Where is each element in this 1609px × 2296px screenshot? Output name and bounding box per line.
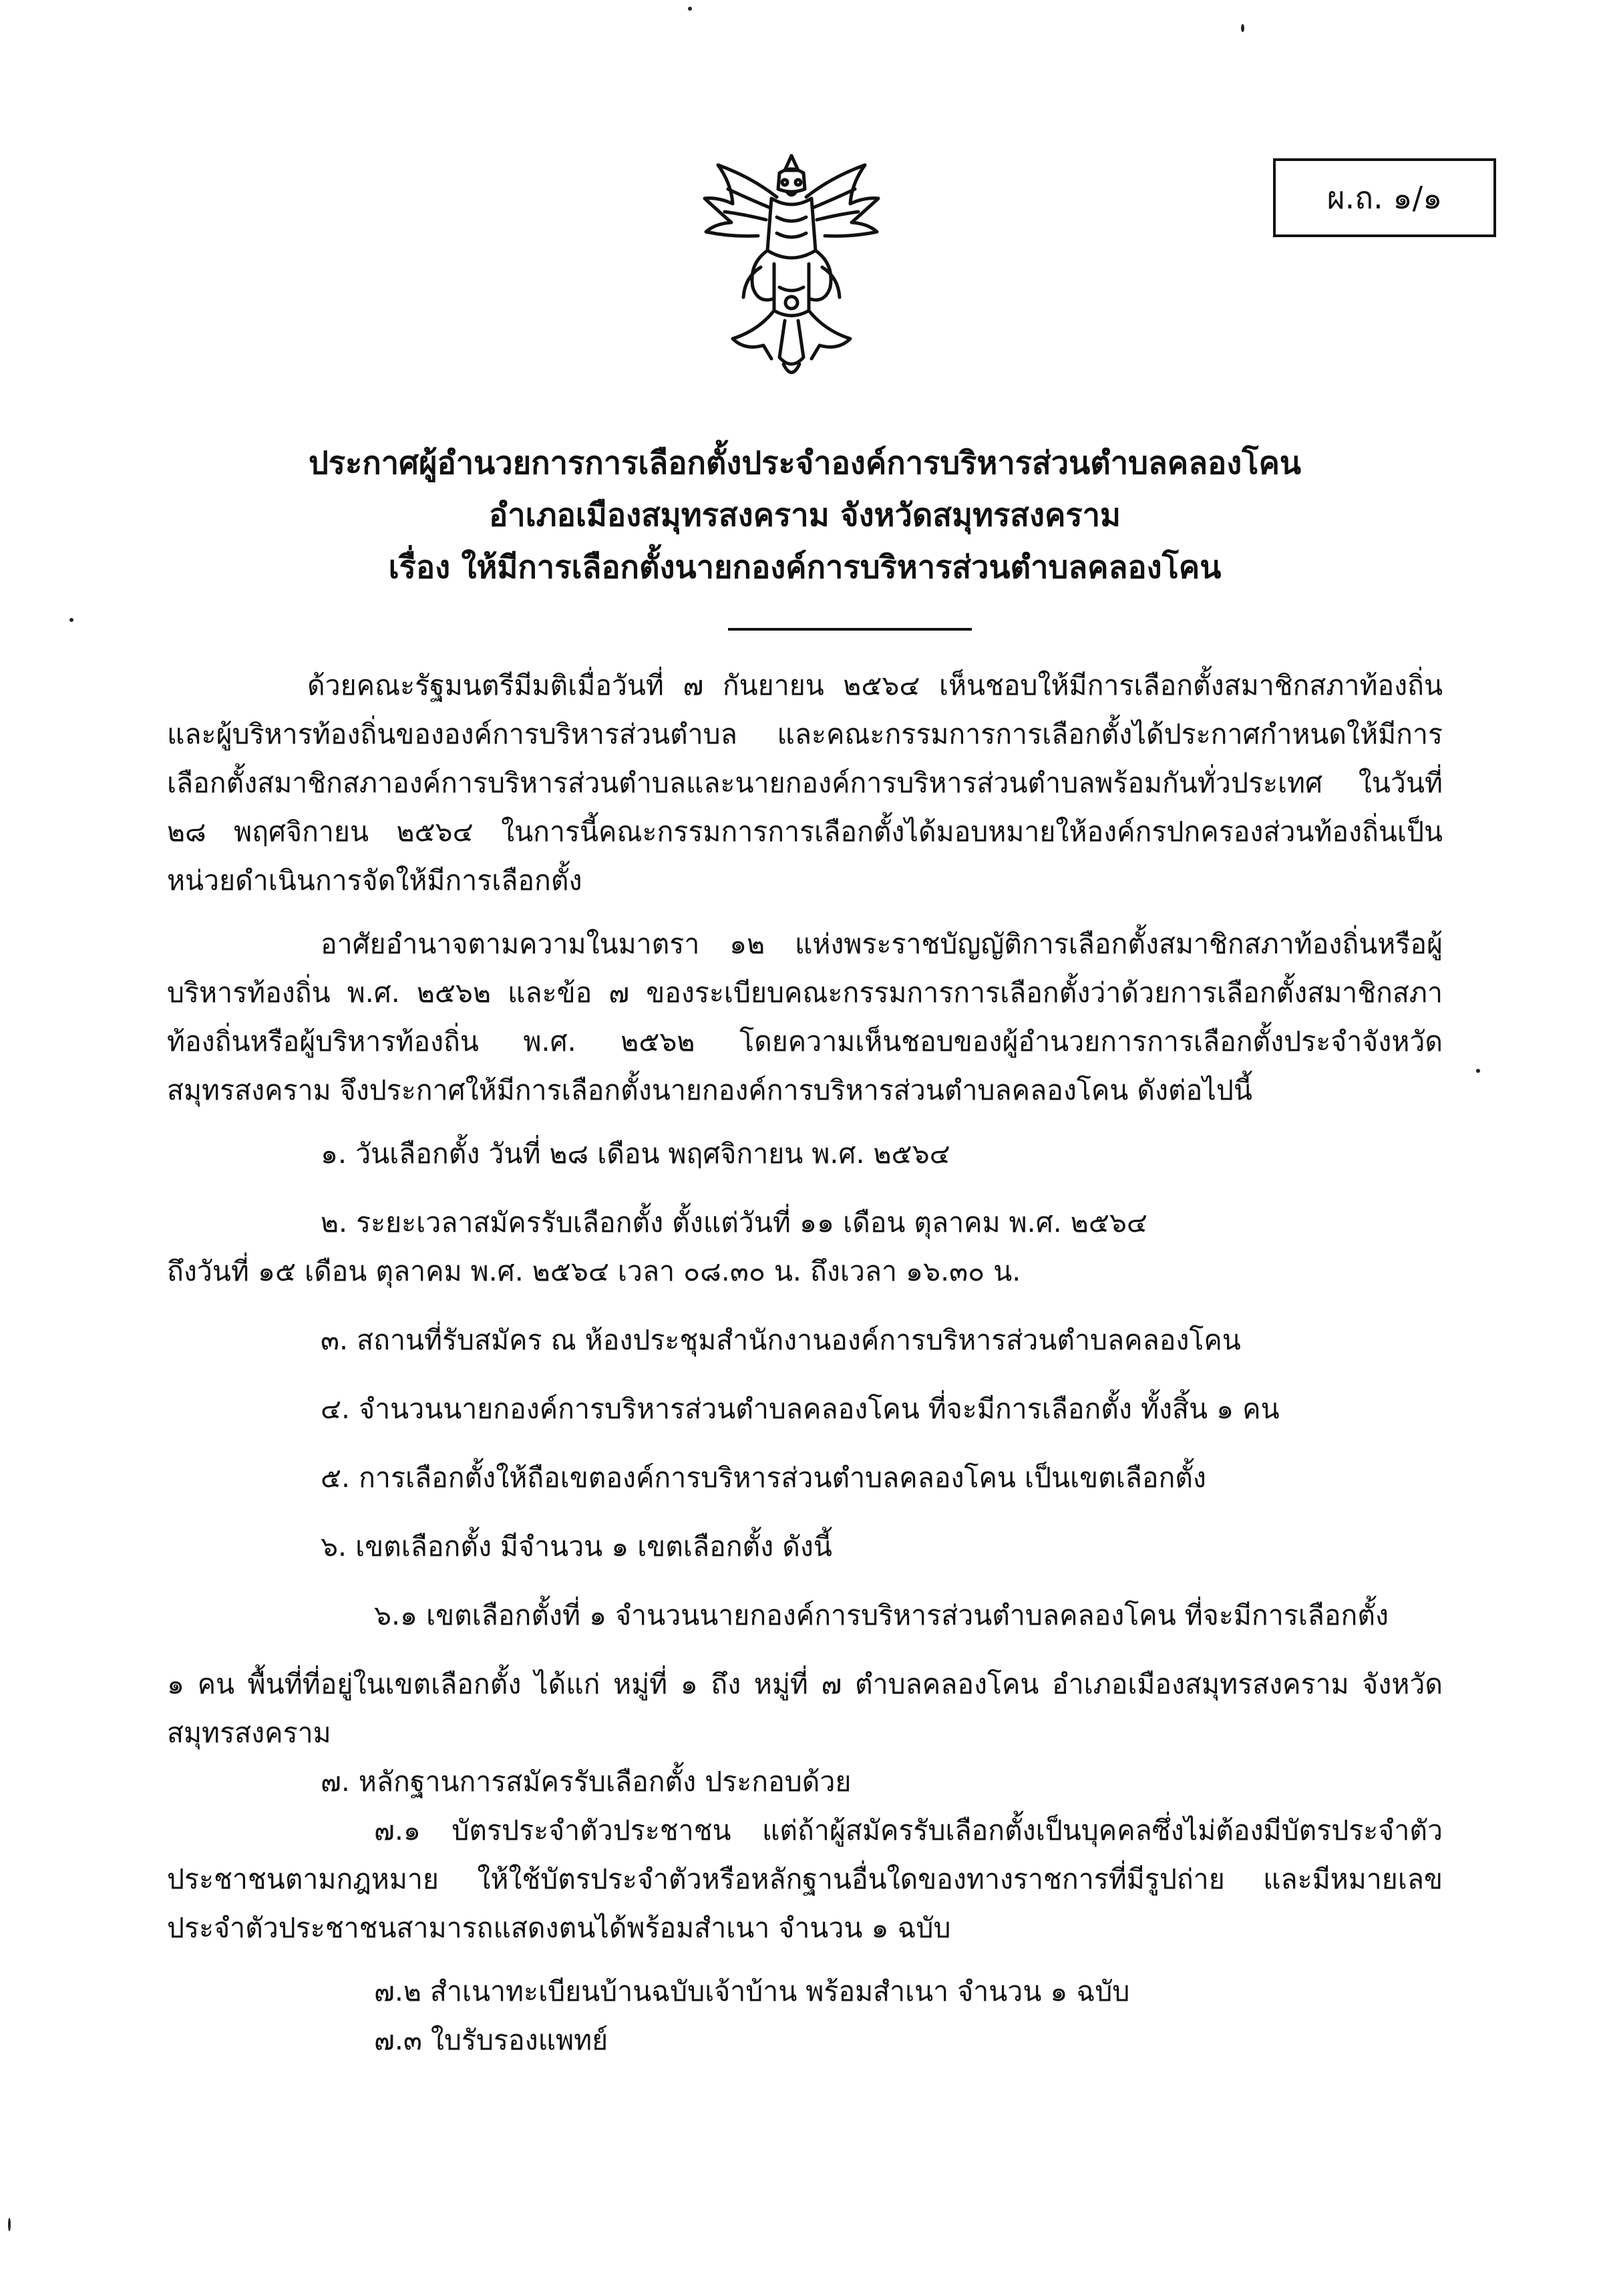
scan-speck	[1476, 1069, 1480, 1073]
scan-speck	[8, 2218, 11, 2231]
form-code-box	[1273, 158, 1496, 237]
form-code: ผ.ถ. ๑/๑	[1326, 179, 1443, 216]
item-2: ๒. ระยะเวลาสมัครรับเลือกตั้ง ตั้งแต่วันที่ ๑๑ เดือน ตุลาคม พ.ศ. ๒๕๖๔	[321, 1206, 1147, 1239]
title-line-2: อำเภอเมืองสมุทรสงคราม จังหวัดสมุทรสงคราม	[488, 497, 1121, 534]
item-7-2: ๗.๒ สำเนาทะเบียนบ้านฉบับเจ้าบ้าน พร้อมสำเนา จำนวน ๑ ฉบับ	[374, 1975, 1130, 2007]
item-6-1-continuation: ๑ คน พื้นที่ที่อยู่ในเขตเลือกตั้ง ได้แก่ หมู่ที่ ๑ ถึง หมู่ที่ ๗ ตำบลคลองโคน อำเภอเมืองสมุทรสงคราม จังหวัดสมุทรสงคราม	[167, 1668, 1443, 1749]
garuda-emblem-icon	[691, 150, 892, 387]
title-line-1: ประกาศผู้อำนวยการการเลือกตั้งประจำองค์การบริหารส่วนตำบลคลองโคน	[308, 445, 1302, 482]
item-1: ๑. วันเลือกตั้ง วันที่ ๒๘ เดือน พฤศจิกายน พ.ศ. ๒๕๖๔	[321, 1138, 950, 1170]
item-4: ๔. จำนวนนายกองค์การบริหารส่วนตำบลคลองโคน ที่จะมีการเลือกตั้ง ทั้งสิ้น ๑ คน	[321, 1393, 1280, 1425]
scan-speck	[688, 7, 692, 11]
paragraph-1: ด้วยคณะรัฐมนตรีมีมติเมื่อวันที่ ๗ กันยายน ๒๕๖๔ เห็นชอบให้มีการเลือกตั้งสมาชิกสภาท้องถิ่นและผู้บริหารท้องถิ่นขององค์การบริหารส่วนตำบล และคณะกรรมการการเลือกตั้งได้ประกาศกำหนดให้มีการเลือกตั้งสมาชิกสภาองค์การบริหารส่วนตำบลและนายกองค์การบริหารส่วนตำบลพร้อมกันทั่วประเทศ ในวันที่ ๒๘ พฤศจิกายน ๒๕๖๔ ในการนี้คณะกรรมการการเลือกตั้งได้มอบหมายให้องค์กรปกครองส่วนท้องถิ่นเป็นหน่วยดำเนินการจัดให้มีการเลือกตั้ง	[167, 669, 1443, 896]
paragraph-2: อาศัยอำนาจตามความในมาตรา ๑๒ แห่งพระราชบัญญัติการเลือกตั้งสมาชิกสภาท้องถิ่นหรือผู้บริหารท้องถิ่น พ.ศ. ๒๕๖๒ และข้อ ๗ ของระเบียบคณะกรรมการการเลือกตั้งว่าด้วยการเลือกตั้งสมาชิกสภาท้องถิ่นหรือผู้บริหารท้องถิ่น พ.ศ. ๒๕๖๒ โดยความเห็นชอบของผู้อำนวยการการเลือกตั้งประจำจังหวัดสมุทรสงคราม จึงประกาศให้มีการเลือกตั้งนายกองค์การบริหารส่วนตำบลคลองโคน ดังต่อไปนี้	[167, 928, 1443, 1106]
item-5: ๕. การเลือกตั้งให้ถือเขตองค์การบริหารส่วนตำบลคลองโคน เป็นเขตเลือกตั้ง	[321, 1462, 1206, 1494]
item-7-3: ๗.๓ ใบรับรองแพทย์	[374, 2024, 608, 2056]
item-6-1: ๖.๑ เขตเลือกตั้งที่ ๑ จำนวนนายกองค์การบริหารส่วนตำบลคลองโคน ที่จะมีการเลือกตั้ง	[374, 1599, 1389, 1631]
scan-speck	[69, 618, 73, 622]
item-7-1: ๗.๑ บัตรประจำตัวประชาชน แต่ถ้าผู้สมัครรับเลือกตั้งเป็นบุคคลซึ่งไม่ต้องมีบัตรประจำตัวประชาชนตามกฎหมาย ให้ใช้บัตรประจำตัวหรือหลักฐานอื่นใดของทางราชการที่มีรูปถ่าย และมีหมายเลขประจำตัวประชาชนสามารถแสดงตนได้พร้อมสำเนา จำนวน ๑ ฉบับ	[167, 1814, 1443, 1944]
item-7: ๗. หลักฐานการสมัครรับเลือกตั้ง ประกอบด้วย	[321, 1766, 852, 1798]
item-3: ๓. สถานที่รับสมัคร ณ ห้องประชุมสำนักงานองค์การบริหารส่วนตำบลคลองโคน	[321, 1324, 1241, 1356]
item-6: ๖. เขตเลือกตั้ง มีจำนวน ๑ เขตเลือกตั้ง ดังนี้	[321, 1530, 832, 1563]
announcement-title	[200, 438, 1409, 594]
title-line-3: เรื่อง ให้มีการเลือกตั้งนายกองค์การบริหารส่วนตำบลคลองโคน	[388, 549, 1222, 586]
title-divider	[728, 628, 972, 631]
document-body	[167, 661, 1443, 2065]
item-2-continuation: ถึงวันที่ ๑๕ เดือน ตุลาคม พ.ศ. ๒๕๖๔ เวลา ๐๘.๓๐ น. ถึงเวลา ๑๖.๓๐ น.	[167, 1255, 1021, 1287]
scan-speck	[1241, 24, 1244, 32]
